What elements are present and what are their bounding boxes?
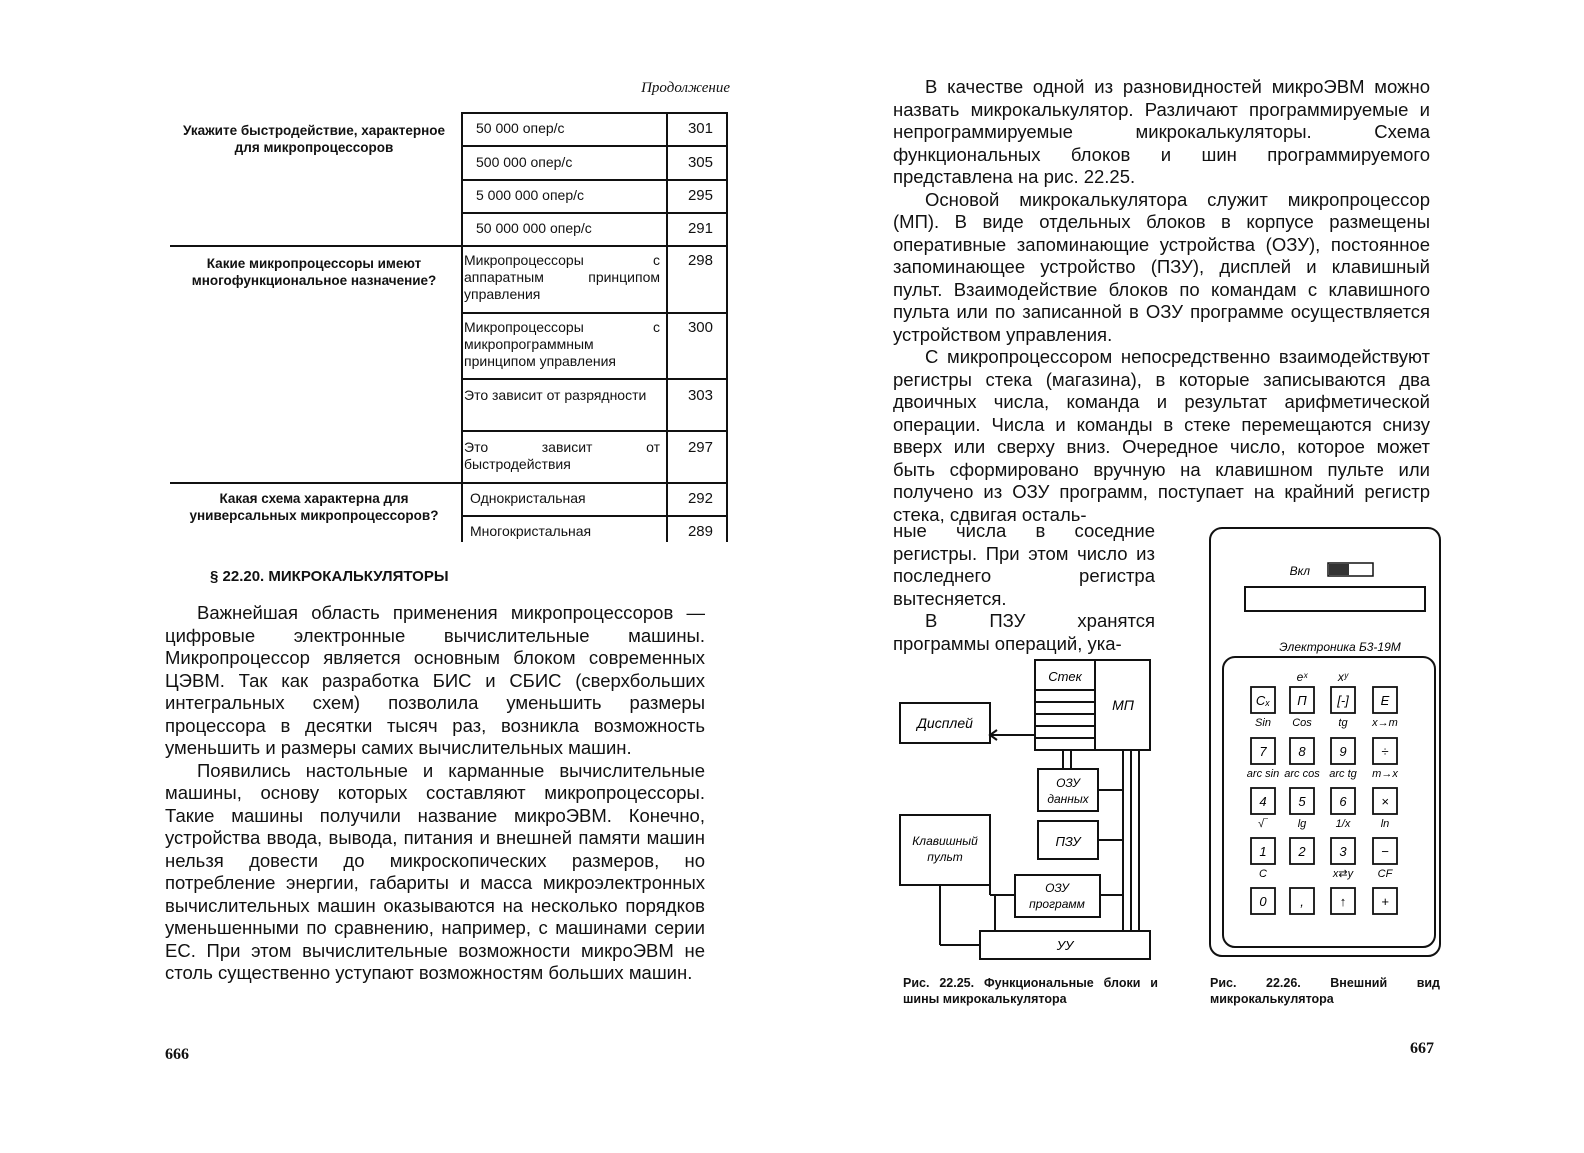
key-function-label: 1/x	[1335, 818, 1351, 830]
calculator-key-label: ,	[1300, 894, 1304, 909]
calculator-drawing	[1205, 525, 1445, 960]
calculator-key-label: П	[1297, 693, 1307, 708]
key-function-label: eˣ	[1296, 670, 1308, 684]
key-function-label: x→m	[1372, 717, 1398, 729]
paragraph: Появились настольные и карманные вычислительные машины, основу которых составляют микропроцессоры. Такие машины получили название микроЭВМ. Конечно, устройства ввода, вывода, питания и внешней памяти машин нельзя довести до микроскопических размеров, но потребление энергии, габариты и масса микроэлектронных вычислительных машин оказываются на несколько порядков уменьшенными по сравнению, например, с машинами серии ЕС. При этом вычислительные возможности микроЭВМ не столь существенно уступают возможностям больших машин.	[165, 759, 705, 983]
calculator-key-label: ÷	[1381, 744, 1389, 759]
key-function-label: C	[1259, 868, 1267, 880]
calculator-key-label: 9	[1339, 744, 1347, 759]
display-label: Дисплей	[917, 715, 973, 731]
calculator-key-label: 2	[1298, 844, 1306, 859]
ram-data-label: данных	[1047, 792, 1089, 806]
answer-cell: Микропроцессоры с аппаратным принципом управления	[464, 252, 660, 302]
figure-caption: Рис. 22.25. Функциональные блоки и шины микрокалькулятора	[903, 976, 1158, 1006]
answer-cell: 50 000 000 опер/с	[476, 220, 592, 236]
calculator-key-label: 8	[1298, 744, 1306, 759]
right-body	[893, 76, 1430, 526]
power-label: Вкл	[1289, 564, 1310, 578]
calculator-key-label: 3	[1339, 844, 1347, 859]
calculator-key-label: 7	[1259, 744, 1267, 759]
page-number-left: 666	[165, 1046, 189, 1063]
answer-code: 295	[687, 187, 713, 204]
page-number-right: 667	[1410, 1040, 1434, 1057]
calculator-key-label: 0	[1259, 894, 1267, 909]
calculator-key-label: 6	[1339, 794, 1347, 809]
answer-cell: Многокристальная	[470, 523, 592, 539]
answer-cell: Микропроцессоры с микропрограммным принципом управления	[464, 319, 660, 369]
key-function-label: x⇄y	[1332, 868, 1354, 880]
display-window	[1245, 587, 1425, 611]
paragraph: В качестве одной из разновидностей микроЭВМ можно назвать микрокалькулятор. Различают программируемые и непрограммируемые микрокалькуляторы. Схема функциональных блоков и шин программируемого представлена на рис. 22.25.	[893, 76, 1430, 187]
ram-data-label: ОЗУ	[1056, 776, 1080, 790]
calculator-key-label: ×	[1381, 794, 1389, 809]
key-function-label: lg	[1297, 818, 1307, 830]
question-1: Укажите быстродействие, характерное для микропроцессоров	[182, 123, 446, 155]
answer-cell: Однокристальная	[470, 490, 586, 506]
paragraph: Важнейшая область применения микропроцессоров — цифровые электронные вычислительные машины. Микропроцессор является основным блоком современных ЦЭВМ. Так как разработка БИС и СБИС (сверхбольших интегральных схем) позволила уменьшить размеры процессора в десятки тысяч раз, возникла возможность уменьшить и размеры самих вычислительных машин.	[165, 602, 705, 758]
answer-code: 292	[687, 490, 713, 507]
key-function-label: arc cos	[1284, 768, 1320, 780]
answer-code: 297	[687, 439, 713, 456]
section-heading: § 22.20. МИКРОКАЛЬКУЛЯТОРЫ	[210, 568, 449, 585]
key-function-label: ln	[1380, 818, 1390, 830]
calculator-key-label: +	[1381, 894, 1389, 909]
key-function-label: Cos	[1292, 717, 1312, 729]
answer-cell: Это зависит от разрядности	[464, 387, 647, 403]
paragraph: В ПЗУ хранятся программы операций, ука-	[893, 610, 1155, 654]
calculator-key-label: ↑	[1339, 894, 1347, 909]
key-function-label: m→x	[1372, 768, 1398, 780]
continuation-label: Продолжение	[641, 80, 730, 96]
paragraph: ные числа в соседние регистры. При этом число из последнего регистра вытесняется.	[893, 520, 1155, 609]
left-body	[165, 602, 705, 985]
answer-cell: 50 000 опер/с	[476, 120, 565, 136]
answer-code: 298	[687, 252, 713, 269]
wrapped-body	[893, 520, 1155, 655]
calculator-key-label: 4	[1259, 794, 1267, 809]
keypad-frame	[1223, 657, 1435, 947]
answer-cell: Это зависит от быстродействия	[464, 439, 660, 472]
stack-label: Стек	[1048, 669, 1082, 684]
answer-code: 289	[687, 523, 713, 540]
power-switch-handle	[1329, 564, 1349, 575]
mp-label: МП	[1112, 697, 1134, 713]
keyboard-label: Клавишный	[912, 834, 978, 848]
key-function-label: Sin	[1255, 717, 1271, 729]
key-function-label: √‾	[1258, 818, 1268, 830]
ram-prog-label: ОЗУ	[1045, 881, 1069, 895]
question-2: Какие микропроцессоры имеют многофункциональное назначение?	[191, 256, 437, 288]
model-label: Электроника Б3-19М	[1279, 640, 1401, 654]
answer-code: 301	[687, 120, 713, 137]
answer-cell: 500 000 опер/с	[476, 154, 573, 170]
key-function-label: tg	[1338, 717, 1348, 729]
calculator-key-label: Cₓ	[1255, 693, 1271, 708]
answer-code: 300	[687, 319, 713, 336]
answer-code: 303	[687, 387, 713, 404]
figure-caption: Рис. 22.26. Внешний вид микрокалькулятора	[1210, 976, 1440, 1006]
keyboard-label: пульт	[927, 850, 963, 864]
answer-table	[170, 112, 730, 542]
calculator-key-label: 5	[1298, 794, 1306, 809]
question-3: Какая схема характерна для универсальных микропроцессоров?	[189, 491, 439, 523]
calculator-key-label: −	[1381, 844, 1389, 859]
calculator-key-label: 1	[1259, 844, 1267, 859]
answer-cell: 5 000 000 опер/с	[476, 187, 585, 203]
answer-code: 291	[687, 220, 713, 237]
key-function-label: CF	[1377, 868, 1393, 880]
calculator-key-label: E	[1380, 693, 1390, 708]
paragraph: Основой микрокалькулятора служит микропроцессор (МП). В виде отдельных блоков в корпусе размещены оперативные запоминающие устройства (ОЗУ), постоянное запоминающее устройство (ПЗУ), дисплей и клавишный пульт. Взаимодействие блоков по командам с клавишного пульта или по записанной в ОЗУ программе осуществляется устройством управления.	[893, 188, 1430, 345]
key-function-label: arc sin	[1246, 768, 1280, 780]
key-function-label: xʸ	[1337, 670, 1349, 684]
block-diagram	[895, 655, 1165, 965]
answer-code: 305	[687, 154, 713, 171]
paragraph: С микропроцессором непосредственно взаимодействуют регистры стека (магазина), в которые записываются два двоичных числа, команда и результат арифметической операции. Числа и команды в стеке перемещаются снизу вверх или сверху вниз. Очередное число, которое может быть сформировано вручную на клавишном пульте или получено из ОЗУ программ, поступает на крайний регистр стека, сдвигая осталь-	[893, 346, 1430, 525]
rom-label: ПЗУ	[1055, 834, 1081, 849]
control-label: УУ	[1056, 938, 1074, 953]
ram-prog-label: программ	[1029, 897, 1085, 911]
key-function-label: arc tg	[1329, 768, 1357, 780]
calculator-key-label: [-]	[1337, 693, 1349, 708]
